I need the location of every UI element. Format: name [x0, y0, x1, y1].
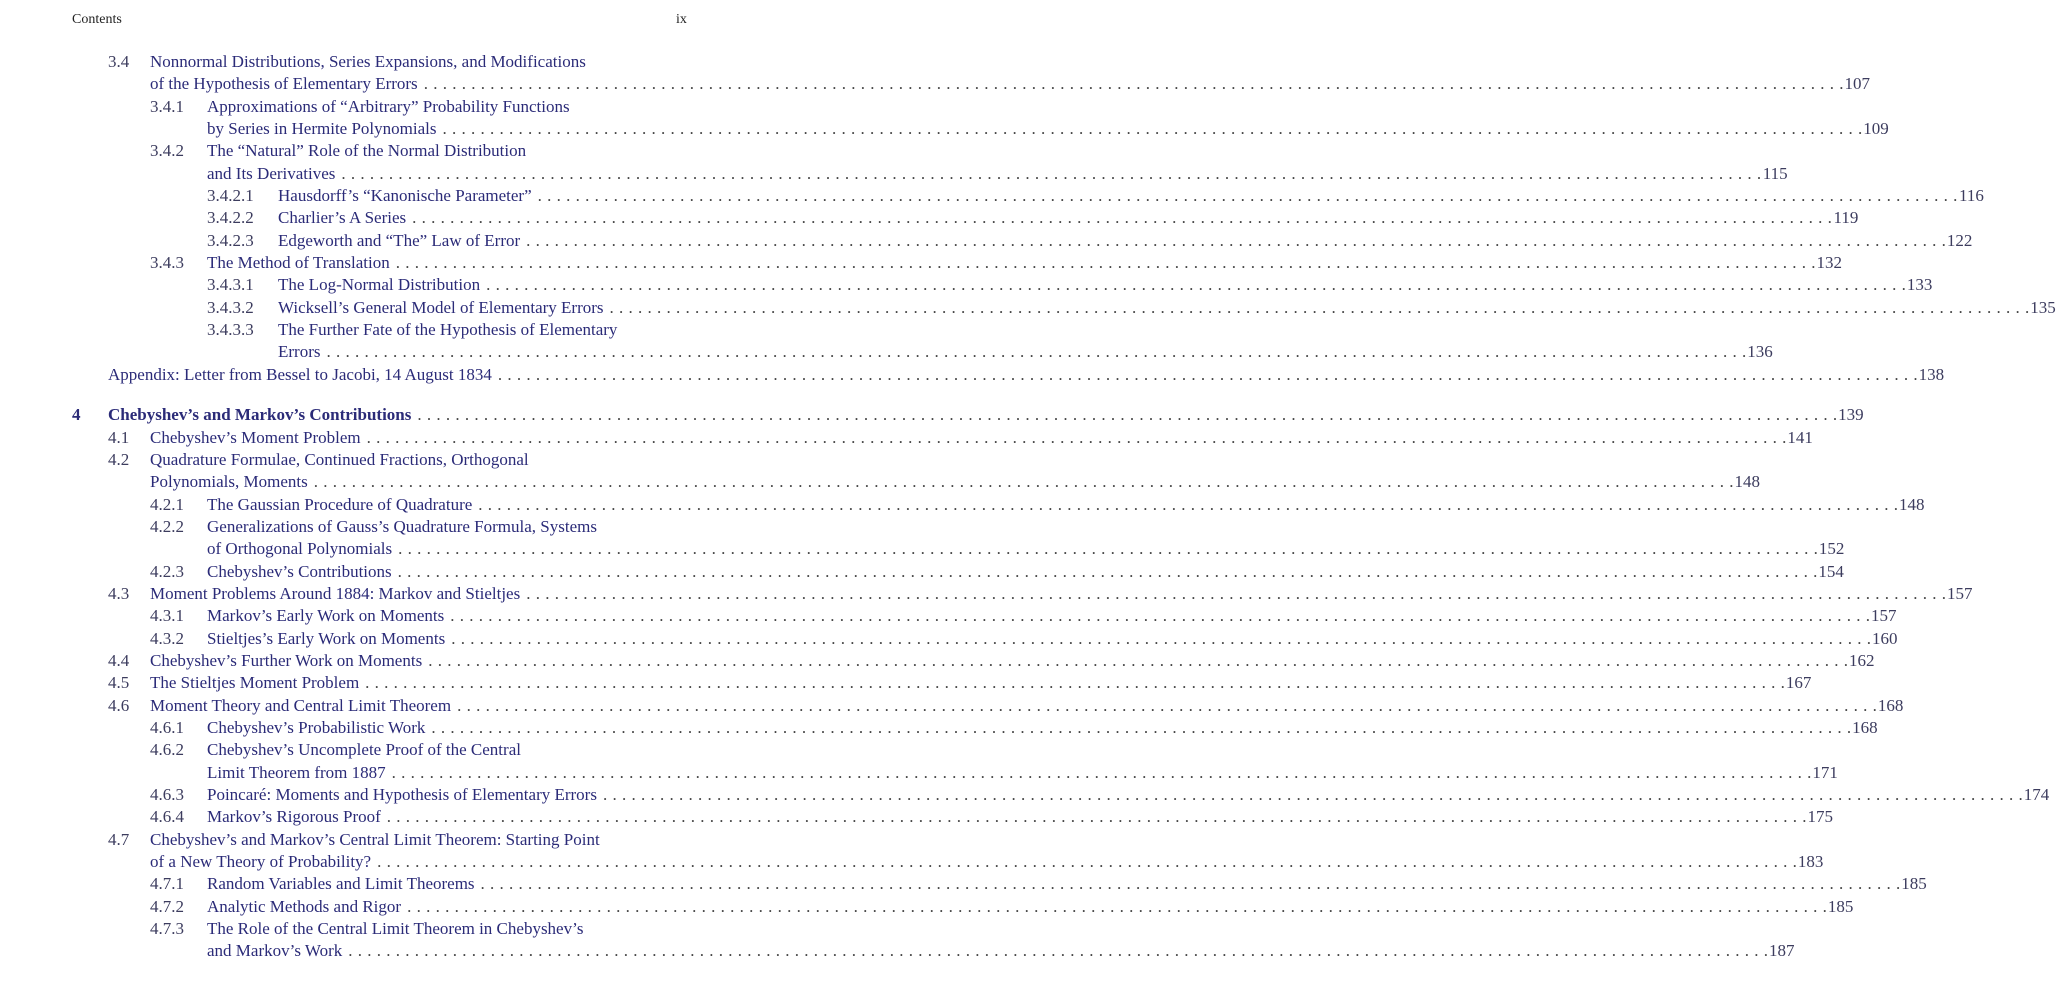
toc-page-number[interactable]: 115: [1762, 163, 1788, 183]
toc-entry[interactable]: [0, 319, 1773, 364]
toc-entry-number: 3.4.3.1: [207, 275, 254, 295]
toc-entry-number: 4.2: [108, 449, 130, 469]
toc-page-number[interactable]: 122: [1946, 230, 1973, 250]
dot-leader: . . . . . . . . . . . . . . . . . . . . . . . . . . . . . . . . . . . . . . . . . . . . . . . . . . . . . . . . . . . . . . . . . . . . . . . . . . . . . . . . . . . . . . . . . . . . . . . . . . . . . . . . . . . . . . . . . . . . . . . . . . . . . . . . . . . . . . . . . . . . . . . . . . . . . .: [348, 941, 1769, 961]
dot-leader: . . . . . . . . . . . . . . . . . . . . . . . . . . . . . . . . . . . . . . . . . . . . . . . . . . . . . . . . . . . . . . . . . . . . . . . . . . . . . . . . . . . . . . . . . . . . . . . . . . . . . . . . . . . . . . . . . . . . . . . . . . . . . . . . . . . . . . . . . . . . . . . . . . . . . .: [365, 673, 1786, 693]
toc-entry-number: 4.1: [108, 427, 130, 447]
toc-entry-title[interactable]: Chebyshev’s Moment Problem: [150, 427, 361, 447]
toc-entry[interactable]: [0, 717, 1878, 739]
toc-entry[interactable]: [0, 96, 1889, 141]
toc-entry[interactable]: [0, 628, 1898, 650]
dot-leader: . . . . . . . . . . . . . . . . . . . . . . . . . . . . . . . . . . . . . . . . . . . . . . . . . . . . . . . . . . . . . . . . . . . . . . . . . . . . . . . . . . . . . . . . . . . . . . . . . . . . . . . . . . . . . . . . . . . . . . . . . . . . . . . . . . . . . . . . . . . . . . . . . . . . . .: [412, 208, 1833, 228]
toc-entry-title[interactable]: The Log-Normal Distribution: [278, 275, 481, 295]
running-header-page-number: ix: [676, 12, 687, 27]
toc-page-number[interactable]: 152: [1818, 539, 1845, 559]
toc-entry-title[interactable]: Analytic Methods and Rigor: [207, 896, 402, 916]
dot-leader: . . . . . . . . . . . . . . . . . . . . . . . . . . . . . . . . . . . . . . . . . . . . . . . . . . . . . . . . . . . . . . . . . . . . . . . . . . . . . . . . . . . . . . . . . . . . . . . . . . . . . . . . . . . . . . . . . . . . . . . . . . . . . . . . . . . . . . . . . . . . . . . . . . . . . .: [395, 253, 1816, 273]
toc-entry-title[interactable]: of Orthogonal Polynomials: [207, 539, 393, 559]
toc-entry-number: 3.4.2: [150, 141, 184, 161]
toc-entry-title[interactable]: Chebyshev’s Uncomplete Proof of the Central: [207, 740, 521, 760]
toc-entry[interactable]: [0, 207, 1859, 229]
dot-leader: . . . . . . . . . . . . . . . . . . . . . . . . . . . . . . . . . . . . . . . . . . . . . . . . . . . . . . . . . . . . . . . . . . . . . . . . . . . . . . . . . . . . . . . . . . . . . . . . . . . . . . . . . . . . . . . . . . . . . . . . . . . . . . . . . . . . . . . . . . . . . . . . . . . . . .: [497, 364, 1919, 384]
toc-entry-number: 4.4: [108, 650, 130, 670]
toc-entry-title[interactable]: Charlier’s A Series: [278, 208, 407, 228]
toc-page-number[interactable]: 138: [1918, 364, 1945, 384]
toc-entry-title[interactable]: The Role of the Central Limit Theorem in Chebyshev’s: [207, 919, 584, 939]
toc-entry-title[interactable]: Errors: [278, 342, 321, 362]
toc-entry[interactable]: [0, 829, 1824, 874]
toc-page-number[interactable]: 148: [1734, 472, 1760, 492]
toc-entry[interactable]: [0, 449, 1760, 494]
toc-page-number[interactable]: 136: [1747, 342, 1773, 362]
toc-entry-number: 3.4: [108, 52, 130, 71]
dot-leader: . . . . . . . . . . . . . . . . . . . . . . . . . . . . . . . . . . . . . . . . . . . . . . . . . . . . . . . . . . . . . . . . . . . . . . . . . . . . . . . . . . . . . . . . . . . . . . . . . . . . . . . . . . . . . . . . . . . . . . . . . . . . . . . . . . . . . . . . . . . . . . . . . . . . . .: [391, 762, 1812, 782]
toc-entry[interactable]: [0, 672, 1812, 694]
toc-entry-title[interactable]: Edgeworth and “The” Law of Error: [278, 230, 521, 250]
toc-entry[interactable]: [0, 230, 1973, 252]
toc-page-number[interactable]: 109: [1863, 119, 1889, 139]
toc-page-number[interactable]: 160: [1871, 628, 1898, 648]
toc-entry[interactable]: [0, 427, 1813, 449]
toc-entry-title[interactable]: and Its Derivatives: [207, 163, 336, 183]
dot-leader: . . . . . . . . . . . . . . . . . . . . . . . . . . . . . . . . . . . . . . . . . . . . . . . . . . . . . . . . . . . . . . . . . . . . . . . . . . . . . . . . . . . . . . . . . . . . . . . . . . . . . . . . . . . . . . . . . . . . . . . . . . . . . . . . . . . . . . . . . . . . . . . . . . . . . .: [526, 583, 1947, 603]
toc-page-number[interactable]: 168: [1877, 695, 1904, 715]
dot-leader: . . . . . . . . . . . . . . . . . . . . . . . . . . . . . . . . . . . . . . . . . . . . . . . . . . . . . . . . . . . . . . . . . . . . . . . . . . . . . . . . . . . . . . . . . . . . . . . . . . . . . . . . . . . . . . . . . . . . . . . . . . . . . . . . . . . . . . . . . . . . . . . . . . . . . .: [478, 494, 1899, 514]
toc-entry[interactable]: [0, 806, 1834, 828]
dot-leader: . . . . . . . . . . . . . . . . . . . . . . . . . . . . . . . . . . . . . . . . . . . . . . . . . . . . . . . . . . . . . . . . . . . . . . . . . . . . . . . . . . . . . . . . . . . . . . . . . . . . . . . . . . . . . . . . . . . . . . . . . . . . . . . . . . . . . . . . . . . . . . . . . . . . . .: [377, 852, 1798, 872]
toc-entry-title[interactable]: Chebyshev’s Probabilistic Work: [207, 717, 426, 737]
toc-page-number[interactable]: 157: [1946, 583, 1973, 603]
toc-entry[interactable]: [0, 185, 1984, 207]
toc-entry-number: 3.4.3.3: [207, 320, 254, 340]
toc-page-number[interactable]: 119: [1833, 208, 1859, 228]
toc-entry[interactable]: [0, 605, 1897, 627]
toc-page-number[interactable]: 116: [1959, 186, 1984, 206]
toc-entry-title[interactable]: of a New Theory of Probability?: [150, 852, 372, 872]
toc-entry[interactable]: [0, 494, 1925, 516]
toc-page-number[interactable]: 187: [1769, 941, 1795, 961]
dot-leader: . . . . . . . . . . . . . . . . . . . . . . . . . . . . . . . . . . . . . . . . . . . . . . . . . . . . . . . . . . . . . . . . . . . . . . . . . . . . . . . . . . . . . . . . . . . . . . . . . . . . . . . . . . . . . . . . . . . . . . . . . . . . . . . . . . . . . . . . . . . . . . . . . . . . . .: [431, 717, 1852, 737]
dot-leader: . . . . . . . . . . . . . . . . . . . . . . . . . . . . . . . . . . . . . . . . . . . . . . . . . . . . . . . . . . . . . . . . . . . . . . . . . . . . . . . . . . . . . . . . . . . . . . . . . . . . . . . . . . . . . . . . . . . . . . . . . . . . . . . . . . . . . . . . . . . . . . . . . . . . . .: [602, 785, 2024, 804]
dot-leader: . . . . . . . . . . . . . . . . . . . . . . . . . . . . . . . . . . . . . . . . . . . . . . . . . . . . . . . . . . . . . . . . . . . . . . . . . . . . . . . . . . . . . . . . . . . . . . . . . . . . . . . . . . . . . . . . . . . . . . . . . . . . . . . . . . . . . . . . . . . . . . . . . . . . . .: [366, 427, 1787, 447]
dot-leader: . . . . . . . . . . . . . . . . . . . . . . . . . . . . . . . . . . . . . . . . . . . . . . . . . . . . . . . . . . . . . . . . . . . . . . . . . . . . . . . . . . . . . . . . . . . . . . . . . . . . . . . . . . . . . . . . . . . . . . . . . . . . . . . . . . . . . . . . . . . . . . . . . . . . . .: [451, 628, 1872, 648]
toc-entry-number: 4.7.3: [150, 919, 184, 939]
toc-entry-title[interactable]: Hausdorff’s “Kanonische Parameter”: [278, 186, 532, 206]
toc-entry[interactable]: [0, 516, 1845, 561]
toc-entry-number: 3.4.1: [150, 96, 184, 116]
toc-entry[interactable]: [0, 739, 1838, 784]
toc-entry[interactable]: [0, 561, 1844, 583]
toc-entry-number: 4.3.2: [150, 628, 184, 648]
running-header-title: Contents: [72, 12, 122, 27]
toc-entry-title[interactable]: The Further Fate of the Hypothesis of Elementary: [278, 320, 618, 340]
toc-page-number[interactable]: 154: [1818, 561, 1844, 581]
toc-entry-title[interactable]: Polynomials, Moments: [150, 472, 308, 492]
toc-entry-number: 4.6.1: [150, 717, 184, 737]
dot-leader: . . . . . . . . . . . . . . . . . . . . . . . . . . . . . . . . . . . . . . . . . . . . . . . . . . . . . . . . . . . . . . . . . . . . . . . . . . . . . . . . . . . . . . . . . . . . . . . . . . . . . . . . . . . . . . . . . . . . . . . . . . . . . . . . . . . . . . . . . . . . . . . . . . . . . .: [537, 186, 1958, 206]
toc-entry[interactable]: [0, 140, 1788, 185]
toc-entry-title[interactable]: Poincaré: Moments and Hypothesis of Elementary Errors: [207, 785, 597, 804]
toc-entry-number: 4.2.1: [150, 494, 184, 514]
toc-entry-number: 3.4.3.2: [207, 297, 254, 317]
toc-entry-number: 4.6.4: [150, 807, 184, 827]
toc-page-number[interactable]: 133: [1906, 275, 1933, 295]
table-of-contents: [0, 51, 2056, 963]
dot-leader: . . . . . . . . . . . . . . . . . . . . . . . . . . . . . . . . . . . . . . . . . . . . . . . . . . . . . . . . . . . . . . . . . . . . . . . . . . . . . . . . . . . . . . . . . . . . . . . . . . . . . . . . . . . . . . . . . . . . . . . . . . . . . . . . . . . . . . . . . . . . . . . . . . . . . .: [313, 472, 1734, 492]
dot-leader: . . . . . . . . . . . . . . . . . . . . . . . . . . . . . . . . . . . . . . . . . . . . . . . . . . . . . . . . . . . . . . . . . . . . . . . . . . . . . . . . . . . . . . . . . . . . . . . . . . . . . . . . . . . . . . . . . . . . . . . . . . . . . . . . . . . . . . . . . . . . . . . . . . . . . .: [386, 807, 1808, 827]
toc-page-number[interactable]: 141: [1787, 427, 1813, 447]
dot-leader: . . . . . . . . . . . . . . . . . . . . . . . . . . . . . . . . . . . . . . . . . . . . . . . . . . . . . . . . . . . . . . . . . . . . . . . . . . . . . . . . . . . . . . . . . . . . . . . . . . . . . . . . . . . . . . . . . . . . . . . . . . . . . . . . . . . . . . . . . . . . . . . . . . . . . .: [341, 163, 1762, 183]
toc-entry-number: 4.7.1: [150, 874, 184, 894]
toc-entry-number: 4.7: [108, 829, 130, 849]
dot-leader: . . . . . . . . . . . . . . . . . . . . . . . . . . . . . . . . . . . . . . . . . . . . . . . . . . . . . . . . . . . . . . . . . . . . . . . . . . . . . . . . . . . . . . . . . . . . . . . . . . . . . . . . . . . . . . . . . . . . . . . . . . . . . . . . . . . . . . . . . . . . . . . . . . . . . .: [398, 539, 1819, 559]
toc-entry-title[interactable]: Quadrature Formulae, Continued Fractions, Orthogonal: [150, 449, 529, 469]
dot-leader: . . . . . . . . . . . . . . . . . . . . . . . . . . . . . . . . . . . . . . . . . . . . . . . . . . . . . . . . . . . . . . . . . . . . . . . . . . . . . . . . . . . . . . . . . . . . . . . . . . . . . . . . . . . . . . . . . . . . . . . . . . . . . . . . . . . . . . . . . . . . . . . . . . . . . .: [417, 405, 1838, 425]
dot-leader: . . . . . . . . . . . . . . . . . . . . . . . . . . . . . . . . . . . . . . . . . . . . . . . . . . . . . . . . . . . . . . . . . . . . . . . . . . . . . . . . . . . . . . . . . . . . . . . . . . . . . . . . . . . . . . . . . . . . . . . . . . . . . . . . . . . . . . . . . . . . . . . . . . . . . .: [486, 275, 1907, 295]
dot-leader: . . . . . . . . . . . . . . . . . . . . . . . . . . . . . . . . . . . . . . . . . . . . . . . . . . . . . . . . . . . . . . . . . . . . . . . . . . . . . . . . . . . . . . . . . . . . . . . . . . . . . . . . . . . . . . . . . . . . . . . . . . . . . . . . . . . . . . . . . . . . . . . . . . . . . .: [442, 119, 1863, 139]
toc-entry-number: 4.3.1: [150, 606, 184, 626]
toc-entry-title[interactable]: The Method of Translation: [207, 253, 390, 273]
toc-entry-title[interactable]: and Markov’s Work: [207, 941, 343, 961]
toc-entry[interactable]: [0, 896, 1854, 918]
toc-entry-number: 4.6.2: [150, 740, 184, 760]
toc-entry-number: 4.3: [108, 583, 130, 603]
toc-entry-number: 4: [72, 405, 81, 425]
toc-entry-title[interactable]: The Stieltjes Moment Problem: [150, 673, 360, 693]
dot-leader: . . . . . . . . . . . . . . . . . . . . . . . . . . . . . . . . . . . . . . . . . . . . . . . . . . . . . . . . . . . . . . . . . . . . . . . . . . . . . . . . . . . . . . . . . . . . . . . . . . . . . . . . . . . . . . . . . . . . . . . . . . . . . . . . . . . . . . . . . . . . . . . . . . . . . .: [450, 606, 1871, 626]
dot-leader: . . . . . . . . . . . . . . . . . . . . . . . . . . . . . . . . . . . . . . . . . . . . . . . . . . . . . . . . . . . . . . . . . . . . . . . . . . . . . . . . . . . . . . . . . . . . . . . . . . . . . . . . . . . . . . . . . . . . . . . . . . . . . . . . . . . . . . . . . . . . . . . . . . . . . .: [526, 230, 1947, 250]
toc-entry-number: 4.6.3: [150, 785, 184, 804]
toc-entry-number: 4.2.2: [150, 516, 184, 536]
dot-leader: . . . . . . . . . . . . . . . . . . . . . . . . . . . . . . . . . . . . . . . . . . . . . . . . . . . . . . . . . . . . . . . . . . . . . . . . . . . . . . . . . . . . . . . . . . . . . . . . . . . . . . . . . . . . . . . . . . . . . . . . . . . . . . . . . . . . . . . . . . . . . . . . . . . . . .: [326, 342, 1747, 362]
dot-leader: . . . . . . . . . . . . . . . . . . . . . . . . . . . . . . . . . . . . . . . . . . . . . . . . . . . . . . . . . . . . . . . . . . . . . . . . . . . . . . . . . . . . . . . . . . . . . . . . . . . . . . . . . . . . . . . . . . . . . . . . . . . . . . . . . . . . . . . . . . . . . . . . . . . . . .: [457, 695, 1878, 715]
toc-entry-title[interactable]: The Gaussian Procedure of Quadrature: [207, 494, 473, 514]
toc-entry-title[interactable]: Markov’s Rigorous Proof: [207, 807, 381, 827]
toc-entry-title[interactable]: Stieltjes’s Early Work on Moments: [207, 628, 446, 648]
toc-entry[interactable]: [0, 51, 1870, 96]
toc-entry-number: 4.2.3: [150, 561, 184, 581]
toc-page-number[interactable]: 162: [1848, 650, 1875, 670]
toc-page-number[interactable]: 139: [1838, 405, 1864, 425]
dot-leader: . . . . . . . . . . . . . . . . . . . . . . . . . . . . . . . . . . . . . . . . . . . . . . . . . . . . . . . . . . . . . . . . . . . . . . . . . . . . . . . . . . . . . . . . . . . . . . . . . . . . . . . . . . . . . . . . . . . . . . . . . . . . . . . . . . . . . . . . . . . . . . . . . . . . . .: [407, 896, 1828, 916]
toc-entry-title[interactable]: Chebyshev’s and Markov’s Contributions: [108, 405, 412, 425]
toc-entry[interactable]: [0, 784, 2050, 806]
toc-entry[interactable]: [0, 297, 2056, 319]
toc-page-number[interactable]: 168: [1852, 717, 1878, 737]
toc-entry-number: 4.6: [108, 695, 130, 715]
toc-page-number[interactable]: 185: [1827, 896, 1854, 916]
toc-chapter-entry[interactable]: [0, 404, 1864, 426]
toc-page-number[interactable]: 157: [1871, 606, 1897, 626]
toc-entry-number: 3.4.3: [150, 253, 184, 273]
toc-page-number[interactable]: 175: [1807, 807, 1834, 827]
dot-leader: . . . . . . . . . . . . . . . . . . . . . . . . . . . . . . . . . . . . . . . . . . . . . . . . . . . . . . . . . . . . . . . . . . . . . . . . . . . . . . . . . . . . . . . . . . . . . . . . . . . . . . . . . . . . . . . . . . . . . . . . . . . . . . . . . . . . . . . . . . . . . . . . . . . . . .: [397, 561, 1818, 581]
toc-page-number[interactable]: 174: [2023, 785, 2050, 804]
toc-entry-number: 3.4.2.1: [207, 186, 254, 206]
dot-leader: . . . . . . . . . . . . . . . . . . . . . . . . . . . . . . . . . . . . . . . . . . . . . . . . . . . . . . . . . . . . . . . . . . . . . . . . . . . . . . . . . . . . . . . . . . . . . . . . . . . . . . . . . . . . . . . . . . . . . . . . . . . . . . . . . . . . . . . . . . . . . . . . . . . . . .: [609, 297, 2030, 317]
toc-entry-title[interactable]: Moment Theory and Central Limit Theorem: [150, 695, 452, 715]
toc-entry-title[interactable]: Generalizations of Gauss’s Quadrature Formula, Systems: [207, 516, 597, 536]
toc-page-number[interactable]: 148: [1899, 494, 1925, 514]
dot-leader: . . . . . . . . . . . . . . . . . . . . . . . . . . . . . . . . . . . . . . . . . . . . . . . . . . . . . . . . . . . . . . . . . . . . . . . . . . . . . . . . . . . . . . . . . . . . . . . . . . . . . . . . . . . . . . . . . . . . . . . . . . . . . . . . . . . . . . . . . . . . . . . . . . . . . .: [428, 650, 1849, 670]
toc-page-number[interactable]: 107: [1844, 74, 1870, 94]
toc-entry-title[interactable]: Random Variables and Limit Theorems: [207, 874, 475, 894]
toc-entry[interactable]: [0, 918, 1795, 963]
toc-entry-number: 3.4.2.3: [207, 230, 254, 250]
toc-entry-number: 4.5: [108, 673, 130, 693]
toc-page-number[interactable]: 185: [1901, 874, 1927, 894]
toc-entry-title[interactable]: Chebyshev’s Further Work on Moments: [150, 650, 423, 670]
toc-entry-title[interactable]: Chebyshev’s and Markov’s Central Limit Theorem: Starting Point: [150, 829, 600, 849]
toc-entry[interactable]: [0, 695, 1904, 717]
toc-entry-title[interactable]: Approximations of “Arbitrary” Probability Functions: [207, 96, 570, 116]
toc-entry-title[interactable]: Appendix: Letter from Bessel to Jacobi, 14 August 1834: [108, 364, 492, 384]
toc-entry-number: 3.4.2.2: [207, 208, 254, 228]
dot-leader: . . . . . . . . . . . . . . . . . . . . . . . . . . . . . . . . . . . . . . . . . . . . . . . . . . . . . . . . . . . . . . . . . . . . . . . . . . . . . . . . . . . . . . . . . . . . . . . . . . . . . . . . . . . . . . . . . . . . . . . . . . . . . . . . . . . . . . . . . . . . . . . . . . . . . .: [480, 874, 1901, 894]
toc-page-number[interactable]: 135: [2030, 297, 2056, 317]
toc-entry[interactable]: [0, 873, 1927, 895]
toc-entry-title[interactable]: Moment Problems Around 1884: Markov and Stieltjes: [150, 583, 521, 603]
dot-leader: . . . . . . . . . . . . . . . . . . . . . . . . . . . . . . . . . . . . . . . . . . . . . . . . . . . . . . . . . . . . . . . . . . . . . . . . . . . . . . . . . . . . . . . . . . . . . . . . . . . . . . . . . . . . . . . . . . . . . . . . . . . . . . . . . . . . . . . . . . . . . . . . . . . . . .: [423, 74, 1844, 94]
toc-entry-title[interactable]: Limit Theorem from 1887: [207, 762, 386, 782]
toc-entry[interactable]: [0, 252, 1842, 274]
toc-entry-title[interactable]: of the Hypothesis of Elementary Errors: [150, 74, 418, 94]
toc-page-number[interactable]: 183: [1797, 852, 1824, 872]
toc-entry-title[interactable]: Nonnormal Distributions, Series Expansions, and Modifications: [150, 52, 586, 71]
toc-entry-title[interactable]: by Series in Hermite Polynomials: [207, 119, 437, 139]
toc-entry-title[interactable]: Chebyshev’s Contributions: [207, 561, 392, 581]
toc-entry[interactable]: [0, 583, 1973, 605]
toc-entry[interactable]: [0, 364, 1945, 386]
toc-page-number[interactable]: 171: [1812, 762, 1838, 782]
toc-entry-title[interactable]: The “Natural” Role of the Normal Distribution: [207, 141, 527, 161]
toc-entry-number: 4.7.2: [150, 896, 184, 916]
toc-entry[interactable]: [0, 274, 1933, 296]
toc-page-number[interactable]: 167: [1785, 673, 1812, 693]
toc-page-number[interactable]: 132: [1816, 253, 1842, 273]
toc-entry-title[interactable]: Markov’s Early Work on Moments: [207, 606, 445, 626]
toc-entry[interactable]: [0, 650, 1875, 672]
toc-entry-title[interactable]: Wicksell’s General Model of Elementary Errors: [278, 297, 604, 317]
